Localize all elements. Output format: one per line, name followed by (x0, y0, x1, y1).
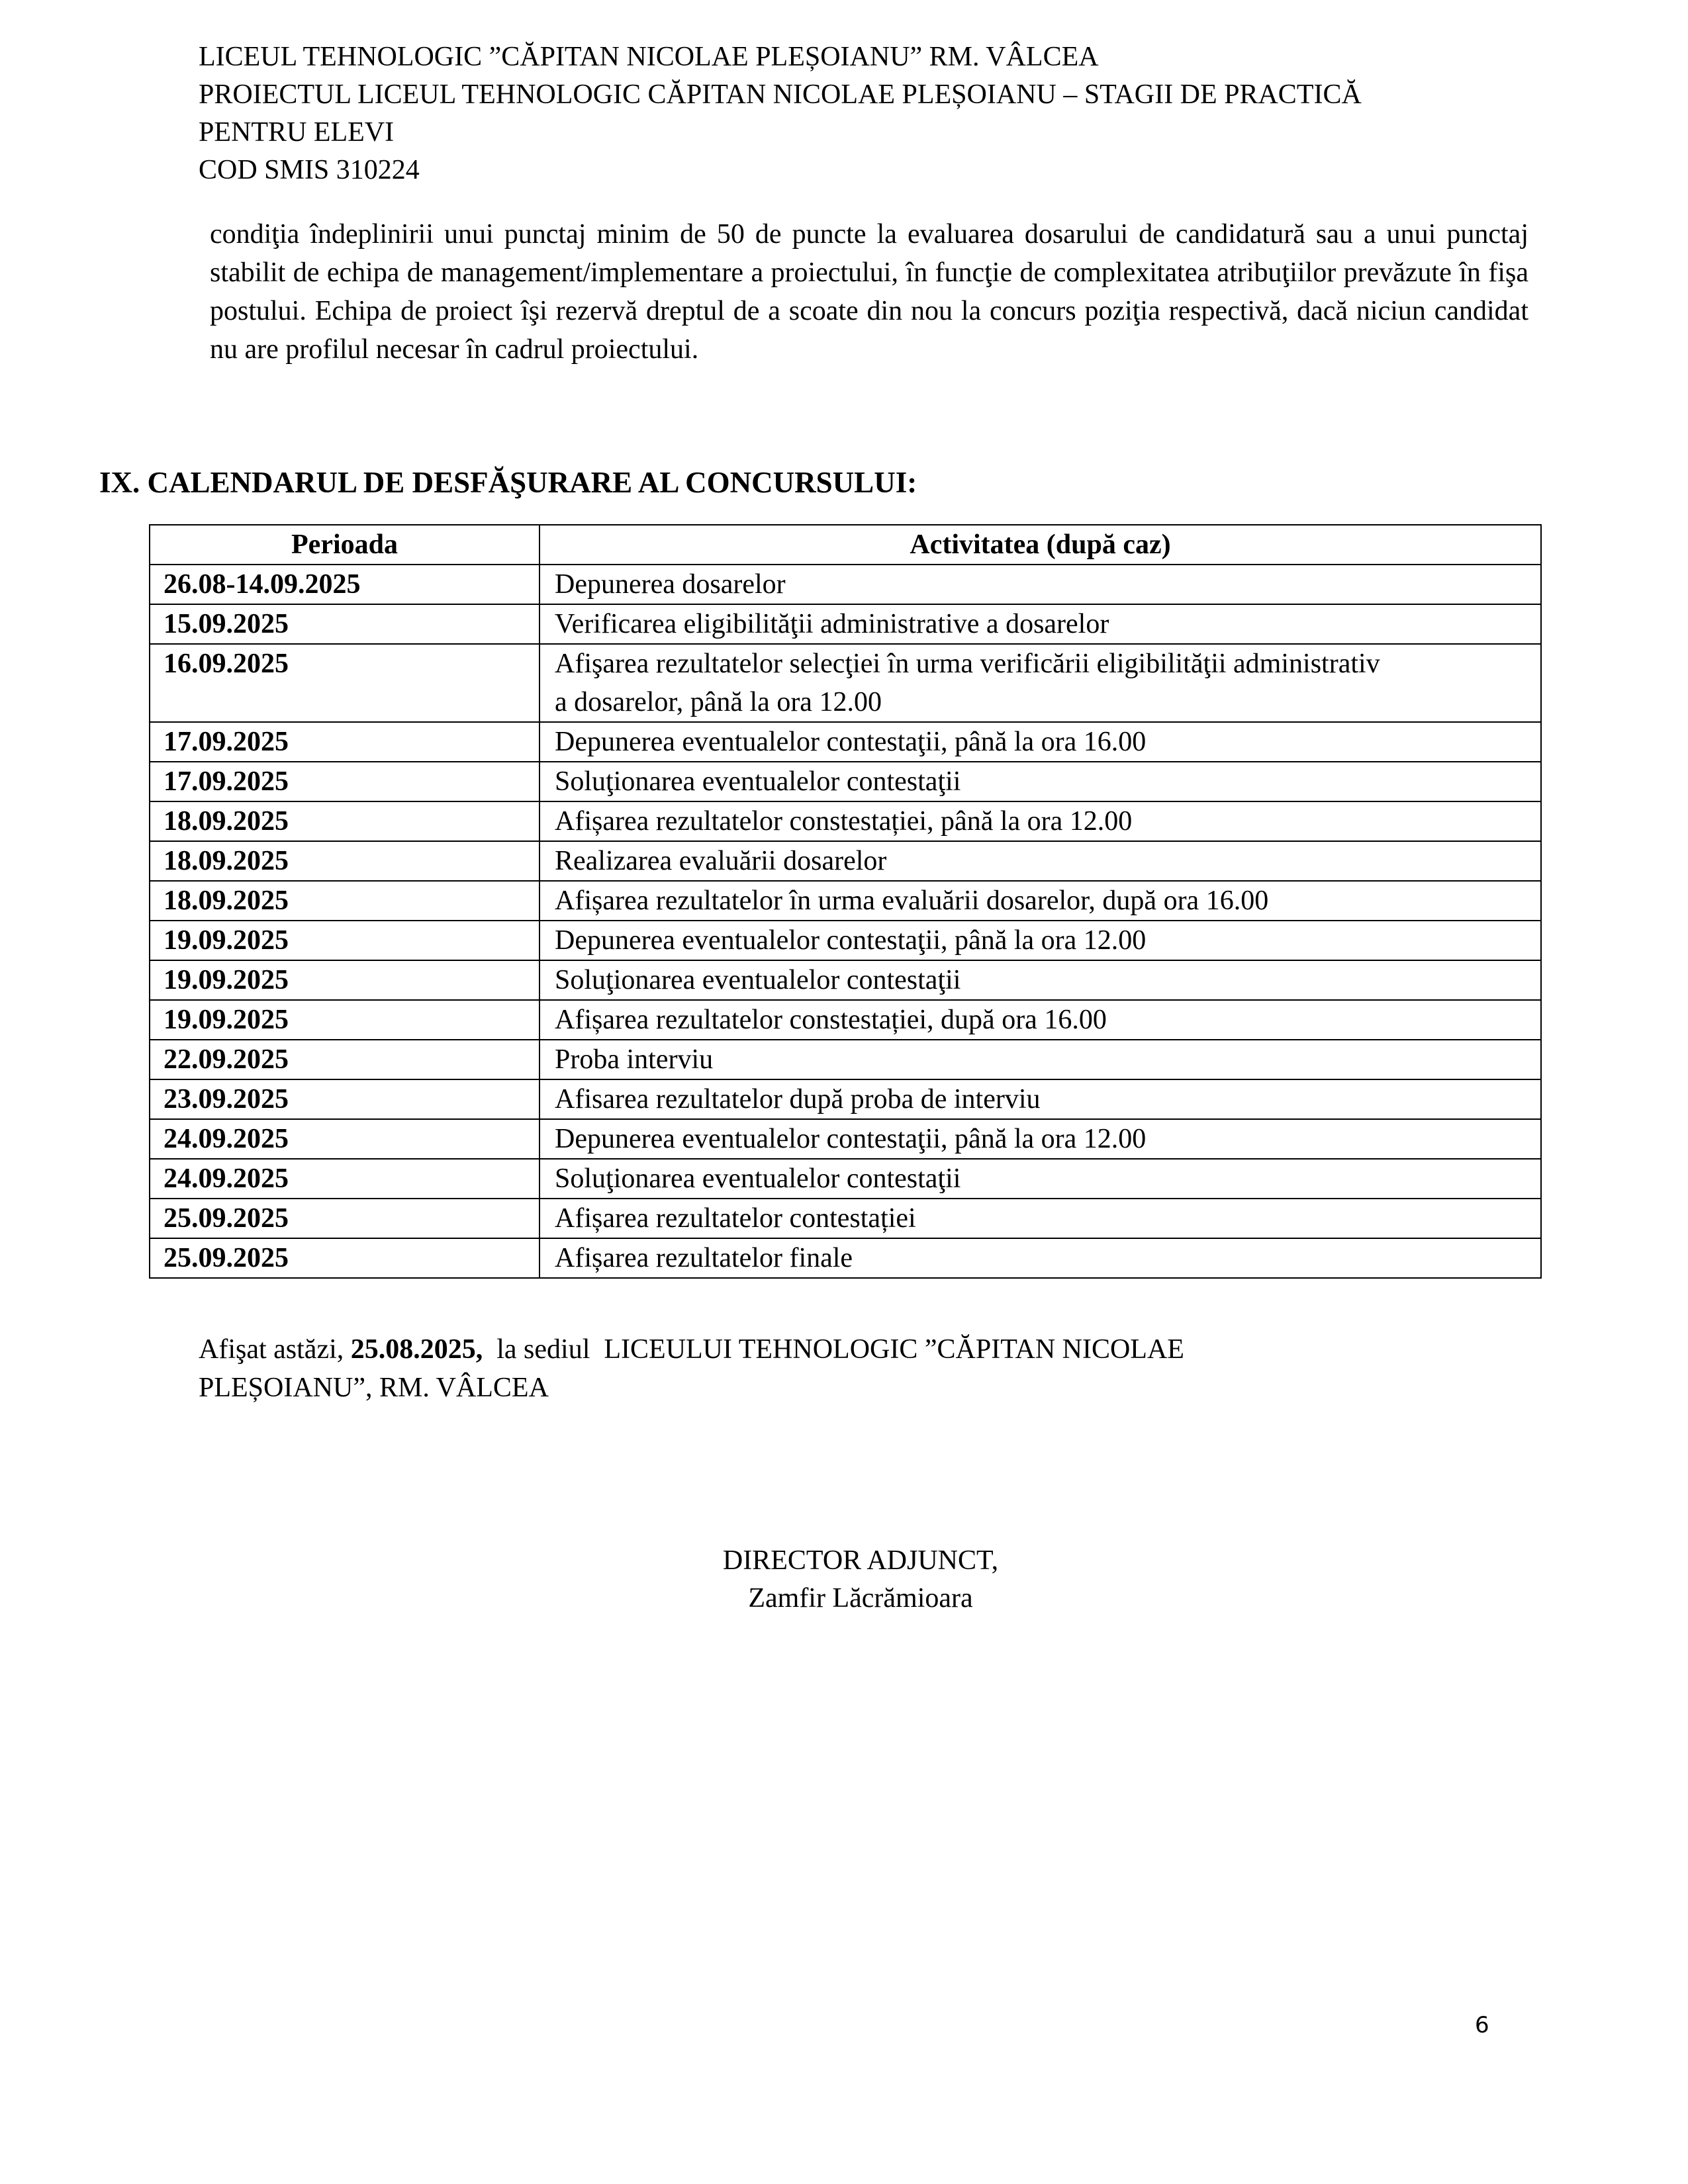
period-cell: 19.09.2025 (150, 921, 539, 960)
activity-text-line-2: a dosarelor, până la ora 12.00 (555, 687, 882, 717)
period-cell: 24.09.2025 (150, 1159, 539, 1199)
intro-paragraph: condiţia îndeplinirii unui punctaj minim de 50 de puncte la evaluarea dosarului de candidatură sau a unui punctaj stabilit de echipa de management/implementare a proiectului, în funcţie de complexitatea atribuţiilor prevăzute în fişa postului. Echipa de proiect îşi rezervă dreptul de a scoate din nou la concurs poziţia respectivă, dacă niciun candidat nu are profilul necesar în cadrul proiectului. (210, 219, 1528, 365)
table-row (150, 604, 1541, 644)
table-header-row (150, 525, 1541, 565)
activity-cell: Depunerea eventualelor contestaţii, până la ora 12.00 (539, 1119, 1541, 1159)
posted-location: la sediul LICEULUI TEHNOLOGIC ”CĂPITAN NICOLAE (483, 1334, 1184, 1365)
signature-title: DIRECTOR ADJUNCT, (722, 1545, 999, 1576)
activity-cell: Realizarea evaluării dosarelor (539, 841, 1541, 881)
table-row (150, 801, 1541, 841)
table-row (150, 921, 1541, 960)
posted-prefix: Afişat astăzi, (199, 1334, 351, 1365)
activity-cell: Soluţionarea eventualelor contestaţii (539, 762, 1541, 801)
header-school-name: LICEUL TEHNOLOGIC ”CĂPITAN NICOLAE PLEȘOIANU” RM. VÂLCEA (199, 42, 1099, 72)
table-row (150, 762, 1541, 801)
activity-cell: Afișarea rezultatelor constestației, după ora 16.00 (539, 1000, 1541, 1040)
posted-note (199, 1330, 1456, 1407)
table-row (150, 1079, 1541, 1119)
activity-text-line-1: Afişarea rezultatelor selecţiei în urma verificării eligibilităţii administrativ (555, 649, 1380, 679)
table-row (150, 881, 1541, 921)
table-row (150, 1040, 1541, 1079)
table-row (150, 1119, 1541, 1159)
table-row (150, 1199, 1541, 1238)
activity-cell: Afișarea rezultatelor în urma evaluării dosarelor, după ora 16.00 (539, 881, 1541, 921)
activity-cell (539, 644, 1541, 722)
posted-location-cont: PLEȘOIANU”, RM. VÂLCEA (199, 1373, 549, 1403)
signature-name: Zamfir Lăcrămioara (748, 1583, 973, 1614)
activity-cell: Afișarea rezultatelor finale (539, 1238, 1541, 1278)
table-row (150, 565, 1541, 604)
period-cell: 25.09.2025 (150, 1238, 539, 1278)
period-cell: 17.09.2025 (150, 762, 539, 801)
section-title: IX. CALENDARUL DE DESFĂŞURARE AL CONCURSULUI: (99, 466, 917, 499)
activity-cell: Depunerea eventualelor contestaţii, până la ora 12.00 (539, 921, 1541, 960)
period-cell: 17.09.2025 (150, 722, 539, 762)
activity-cell: Afisarea rezultatelor după proba de interviu (539, 1079, 1541, 1119)
table-row (150, 722, 1541, 762)
period-cell: 23.09.2025 (150, 1079, 539, 1119)
table-row (150, 1159, 1541, 1199)
header-project-name-cont: PENTRU ELEVI (199, 117, 395, 148)
activity-cell: Proba interviu (539, 1040, 1541, 1079)
activity-cell: Depunerea eventualelor contestaţii, până la ora 16.00 (539, 722, 1541, 762)
signature-block (662, 1542, 1059, 1617)
period-cell: 19.09.2025 (150, 1000, 539, 1040)
period-cell: 22.09.2025 (150, 1040, 539, 1079)
schedule-table (149, 524, 1542, 1279)
column-header-activity: Activitatea (după caz) (539, 525, 1541, 565)
period-cell: 25.09.2025 (150, 1199, 539, 1238)
activity-cell: Verificarea eligibilităţii administrative a dosarelor (539, 604, 1541, 644)
activity-cell: Afișarea rezultatelor constestației, până la ora 12.00 (539, 801, 1541, 841)
table-row (150, 841, 1541, 881)
period-cell: 19.09.2025 (150, 960, 539, 1000)
header-smis-code: COD SMIS 310224 (199, 155, 420, 185)
table-row (150, 644, 1541, 722)
activity-cell: Soluţionarea eventualelor contestaţii (539, 960, 1541, 1000)
table-row (150, 1000, 1541, 1040)
table-row (150, 1238, 1541, 1278)
activity-cell: Soluţionarea eventualelor contestaţii (539, 1159, 1541, 1199)
table-row (150, 960, 1541, 1000)
period-cell: 16.09.2025 (150, 644, 539, 722)
period-cell: 24.09.2025 (150, 1119, 539, 1159)
period-cell: 15.09.2025 (150, 604, 539, 644)
period-cell: 18.09.2025 (150, 881, 539, 921)
page-number: 6 (1475, 2012, 1489, 2038)
activity-cell: Afișarea rezultatelor contestației (539, 1199, 1541, 1238)
period-cell: 26.08-14.09.2025 (150, 565, 539, 604)
period-cell: 18.09.2025 (150, 801, 539, 841)
period-cell: 18.09.2025 (150, 841, 539, 881)
header-project-name: PROIECTUL LICEUL TEHNOLOGIC CĂPITAN NICOLAE PLEȘOIANU – STAGII DE PRACTICĂ (199, 79, 1362, 110)
activity-cell: Depunerea dosarelor (539, 565, 1541, 604)
column-header-period: Perioada (150, 525, 539, 565)
document-header (199, 38, 1523, 189)
posted-date: 25.08.2025, (350, 1334, 483, 1365)
